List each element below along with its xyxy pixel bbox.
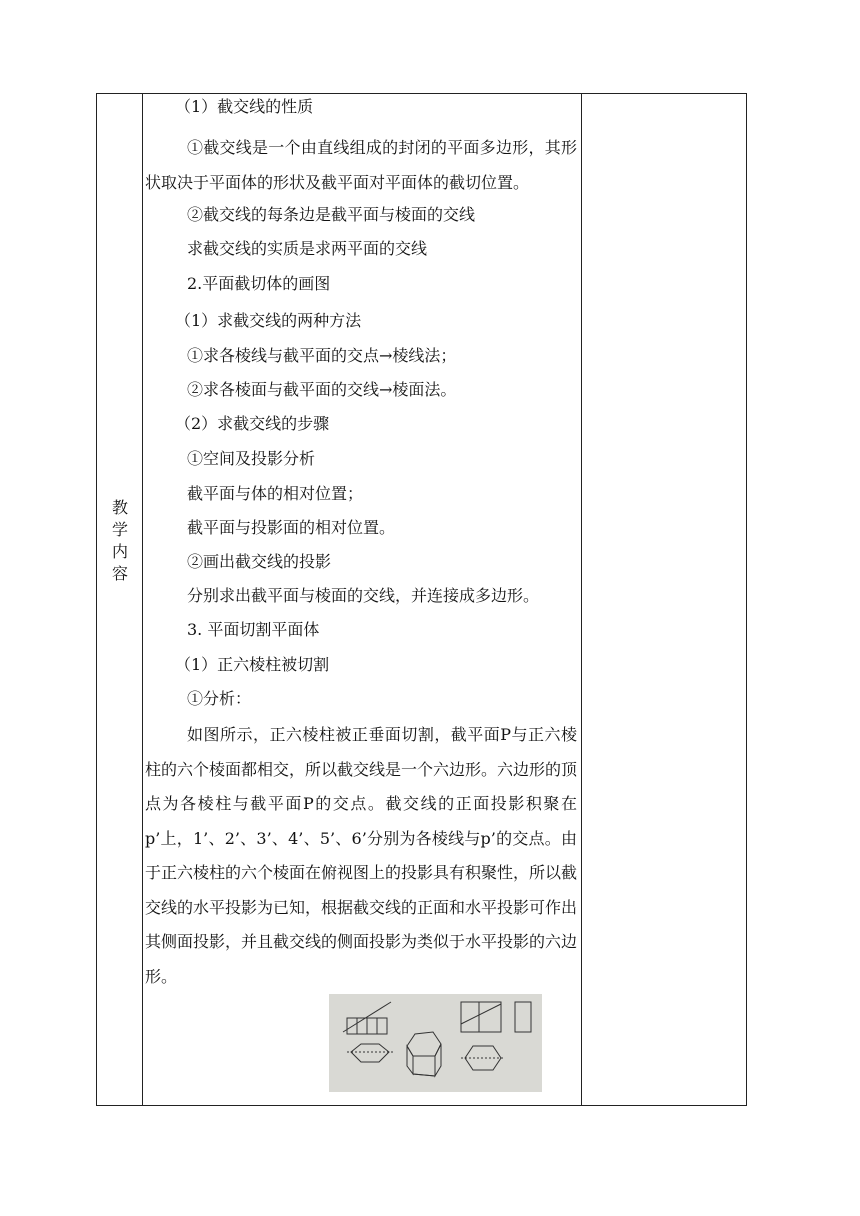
step-connect-polygon: 分别求出截平面与棱面的交线，并连接成多边形。	[187, 586, 540, 605]
step-draw-projection: ②画出截交线的投影	[187, 552, 332, 571]
subheading-steps: （2）求截交线的步骤	[175, 414, 330, 433]
row-label-char: 内	[111, 542, 128, 561]
heading-drawing: 2.平面截切体的画图	[187, 274, 331, 293]
subheading-properties: （1）截交线的性质	[175, 97, 314, 116]
method-face: ②求各棱面与截平面的交线→棱面法。	[187, 380, 457, 399]
label-column	[97, 94, 143, 1105]
subheading-analysis: ①分析：	[187, 689, 252, 708]
paragraph-essence: 求截交线的实质是求两平面的交线	[187, 239, 428, 258]
step-relative-position-body: 截平面与体的相对位置；	[187, 484, 364, 503]
method-edge-line: ①求各棱线与截平面的交点→棱线法；	[187, 346, 457, 365]
paragraph-analysis: 如图所示，正六棱柱被正垂面切割，截平面P与正六棱柱的六个棱面都相交，所以截交线是一个六边形。六边形的顶点为各棱柱与截平面P的交点。截交线的正面投影积聚在p’上，1’、2’、3’、4’、5’、6’分别为各棱线与p’的交点。由于正六棱柱的六个棱面在俯视图上的投影具有积聚性，所以截交线的水平投影为已知，根据截交线的正面和水平投影可作出其侧面投影，并且截交线的侧面投影为类似于水平投影的六边形。	[145, 725, 578, 986]
step-relative-position-plane: 截平面与投影面的相对位置。	[187, 518, 396, 537]
subheading-hexagonal-prism: （1）正六棱柱被切割	[175, 655, 330, 674]
notes-column	[581, 94, 746, 1105]
projection-drawing	[329, 994, 542, 1092]
row-label-teaching-content	[97, 497, 143, 585]
subheading-two-methods: （1）求截交线的两种方法	[175, 311, 362, 330]
row-label-char: 教	[111, 498, 128, 517]
paragraph-edge-intersection: ②截交线的每条边是截平面与棱面的交线	[187, 205, 476, 224]
step-analysis: ①空间及投影分析	[187, 449, 316, 468]
hexagonal-prism-figure	[329, 994, 542, 1092]
row-label-char: 容	[111, 564, 128, 583]
heading-cutting: 3. 平面切割平面体	[187, 620, 320, 639]
row-label-char: 学	[111, 520, 128, 539]
paragraph-closed-polygon: ①截交线是一个由直线组成的封闭的平面多边形，其形状取决于平面体的形状及截平面对平面体的截切位置。	[145, 138, 577, 192]
